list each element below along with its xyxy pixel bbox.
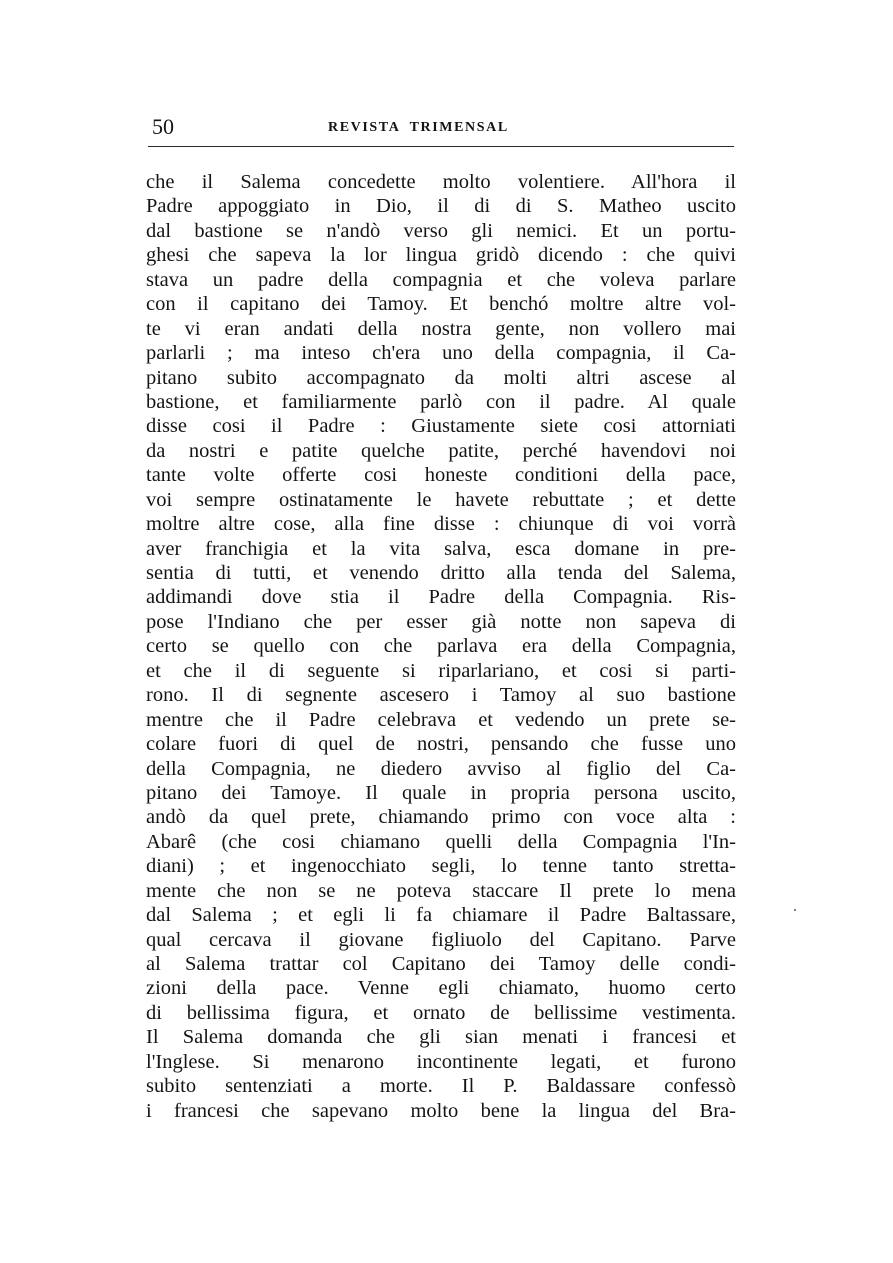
text-line: al Salema trattar col Capitano dei Tamoy delle condi- [146,953,736,975]
text-line: Padre appoggiato in Dio, il di di S. Matheo uscito [146,195,736,218]
text-line: certo se quello con che parlava era della Compagnia, [146,635,736,658]
text-line: disse cosi il Padre : Giustamente siete cosi attorniati [146,415,736,438]
running-title: REVISTA TRIMENSAL [328,120,509,135]
text-line: qual cercava il giovane figliuolo del Capitano. Parve [146,928,736,951]
text-line: diani) ; et ingenocchiato segli, lo tenne tanto stretta- [146,855,736,878]
text-line: tante volte offerte cosi honeste conditioni della pace, [146,464,736,487]
page-number: 50 [152,114,174,139]
text-line: mente che non se ne poteva staccare Il prete lo mena [146,879,736,902]
page-header [148,114,738,140]
text-line: voi sempre ostinatamente le havete rebuttate ; et dette [146,488,736,511]
text-line: Il Salema domanda che gli sian menati i francesi et [146,1026,736,1049]
scan-speck [794,909,796,911]
text-line: aver franchigia et la vita salva, esca domane in pre- [146,537,736,560]
text-line: pitano subito accompagnato da molti altri ascese al [146,366,736,389]
text-line: rono. Il di segnente ascesero i Tamoy al suo bastione [146,684,736,707]
text-line: andò da quel prete, chiamando primo con voce alta : [146,806,736,829]
text-line: dal bastione se n'andò verso gli nemici. Et un portu- [146,219,736,242]
header-rule [148,146,734,147]
text-line: che il Salema concedette molto volentiere. All'hora il [146,171,736,193]
text-line: mentre che il Padre celebrava et vedendo un prete se- [146,708,736,731]
text-line: con il capitano dei Tamoy. Et benchó moltre altre vol- [146,293,736,316]
body-text [146,170,736,1123]
text-line: di bellissima figura, et ornato de bellissime vestimenta. [146,1001,736,1024]
text-line: moltre altre cose, alla fine disse : chiunque di voi vorrà [146,513,736,536]
text-line: subito sentenziati a morte. Il P. Baldassare confessò [146,1075,736,1098]
text-line: pose l'Indiano che per esser già notte non sapeva di [146,610,736,633]
text-line: stava un padre della compagnia et che voleva parlare [146,268,736,291]
text-line: da nostri e patite quelche patite, perché havendovi noi [146,439,736,462]
text-line: ghesi che sapeva la lor lingua gridò dicendo : che quivi [146,244,736,267]
text-line: te vi eran andati della nostra gente, non vollero mai [146,317,736,340]
text-line: sentia di tutti, et venendo dritto alla tenda del Salema, [146,562,736,584]
text-line: addimandi dove stia il Padre della Compagnia. Ris- [146,586,736,609]
text-line: dal Salema ; et egli li fa chiamare il Padre Baltassare, [146,904,736,927]
text-line: i francesi che sapevano molto bene la lingua del Bra- [146,1099,736,1122]
text-line: della Compagnia, ne diedero avviso al figlio del Ca- [146,757,736,780]
text-line: l'Inglese. Si menarono incontinente legati, et furono [146,1050,736,1073]
text-line: parlarli ; ma inteso ch'era uno della compagnia, il Ca- [146,342,736,365]
text-line: zioni della pace. Venne egli chiamato, huomo certo [146,977,736,1000]
text-line: et che il di seguente si riparlariano, et cosi si parti- [146,659,736,682]
text-line: pitano dei Tamoye. Il quale in propria persona uscito, [146,781,736,804]
text-line: bastione, et familiarmente parlò con il padre. Al quale [146,390,736,413]
text-line: colare fuori di quel de nostri, pensando che fusse uno [146,733,736,756]
text-line: Abarê (che cosi chiamano quelli della Compagnia l'In- [146,830,736,853]
